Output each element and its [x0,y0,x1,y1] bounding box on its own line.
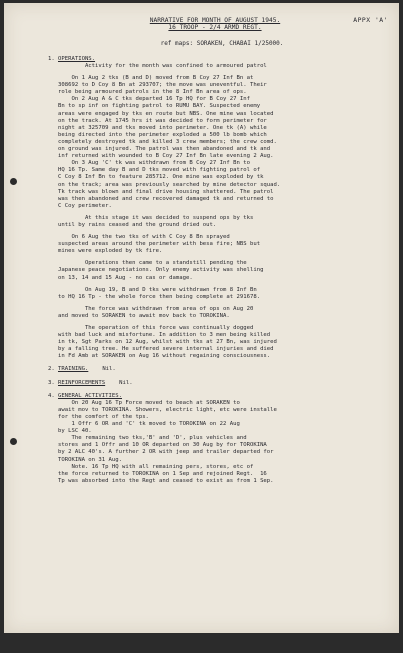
paragraph: Operations then came to a standstill pending the Japanese peace negotiations. Only enemy activity was shelling on 13, 14 and 15 Aug - no cas or damage. [58,260,264,281]
punch-hole [10,178,17,185]
title-line: 16 TROOP - 2/4 ARMD REGT. [168,24,262,32]
section-heading: OPERATIONS. [58,55,96,62]
paragraph: On 1 Aug 2 tks (B and D) moved from B Coy 27 Inf Bn at 308692 to D Coy 8 Bn at 293707; the move was uneventful. Their role being armoured patrols in the 8 Inf Bn area of ops. On 2 Aug A & C tks departed 16 Tp HQ for B Coy 27 Inf Bn to sp inf on fighting patrol to RUMU BAY. Suspected enemy areas were engaged by tks en route but NBS. One mine was located on the track. At 1745 hrs it was decided to form perimeter for night at 325709 and tks moved into perimeter. One tk (A) while being directed into the perimeter exploded a 500 lb bomb which completely destroyed tk and killed 3 crew members; the crew comd. on ground was injured. The patrol was then abandoned and tk and inf returned with wounded to B Coy 27 Inf Bn late evening 2 Aug. On 3 Aug 'C' tk was withdrawn from B Coy 27 Inf Bn to HQ 16 Tp. Same day B and D tks moved with fighting patrol of C Coy 8 Inf Bn to feature 285712. One mine was exploded by tk on the track; area was previously searched by mine detector squad. Tk track was blown and final drive housing shattered. The patrol was then abandoned and crew recovered damaged tk and returned to C Coy perimeter. [58,75,281,209]
section-training [18,366,390,373]
paragraph: On Aug 19, B and D tks were withdrawn from 8 Inf Bn to HQ 16 Tp - the whole force then being complete at 291678. [58,286,261,300]
section-number: 4. [48,392,55,399]
paragraph: The operation of this force was continually dogged with bad luck and misfortune. In addition to 3 men being killed in tk, Sgt Parks on 12 Aug, whilst with tks at 27 Bn, was injured by a falling tree. He suffered severe internal injuries and died in Fd Amb at SORAKEN on Aug 16 without regaining consciousness. [58,325,277,360]
section-number: 3. [48,379,55,386]
section-heading: TRAINING. [58,366,89,373]
paragraph: The force was withdrawn from area of ops on Aug 20 and moved to SORAKEN to await mov back to TOROKINA. [58,305,254,319]
document-page [4,3,399,633]
document-title [18,17,390,32]
appendix-label: APPX 'A' [353,16,388,24]
section-operations [18,56,390,361]
section-number: 1. [48,55,55,62]
section-reinforcements [18,380,390,387]
paragraph: On 20 Aug 16 Tp Force moved to beach at SORAKEN to await mov to TOROKINA. Showers, electric light, etc were installe for the comfort of the tps. 1 Offr 6 OR and 'C' tk moved to TOROKINA on 22 Aug by LSC 40. The remaining two tks,'B' and 'D', plus vehicles and stores and 1 Offr and 10 OR departed on 30 Aug by for TOROKINA by 2 ALC 40's. A further 2 OR with jeep and trailer departed for TOROKINA on 31 Aug. Note. 16 Tp HQ with all remaining pers, stores, etc of the force returned to TOROKINA on 1 Sep and rejoined Regt. 16 Tp was absorbed into the Regt and ceased to exist as from 1 Sep. [58,399,277,484]
section-number: 2. [48,366,55,373]
section-heading: GENERAL ACTIVITIES. [58,392,122,399]
section-heading: REINFORCEMENTS [58,379,106,386]
document-body [18,17,390,491]
section-value: Nil. [102,366,116,373]
section-value: Nil. [119,379,133,386]
paragraph: Activity for the month was confined to armoured patrol [58,63,267,69]
punch-hole [10,438,17,445]
paragraph: On 6 Aug the two tks of with C Coy 8 Bn sprayed suspected areas around the perimeter with besa fire; NBS but mines were exploded by tk fire. [58,234,261,255]
section-general-activities [18,393,390,485]
reference-maps: ref maps: SORAKEN, CHABAI 1/25000. [160,39,284,47]
title-line: NARRATIVE FOR MONTH OF AUGUST 1945. [149,17,281,24]
paragraph: At this stage it was decided to suspend ops by tks until by rains ceased and the ground dried out. [58,214,254,228]
